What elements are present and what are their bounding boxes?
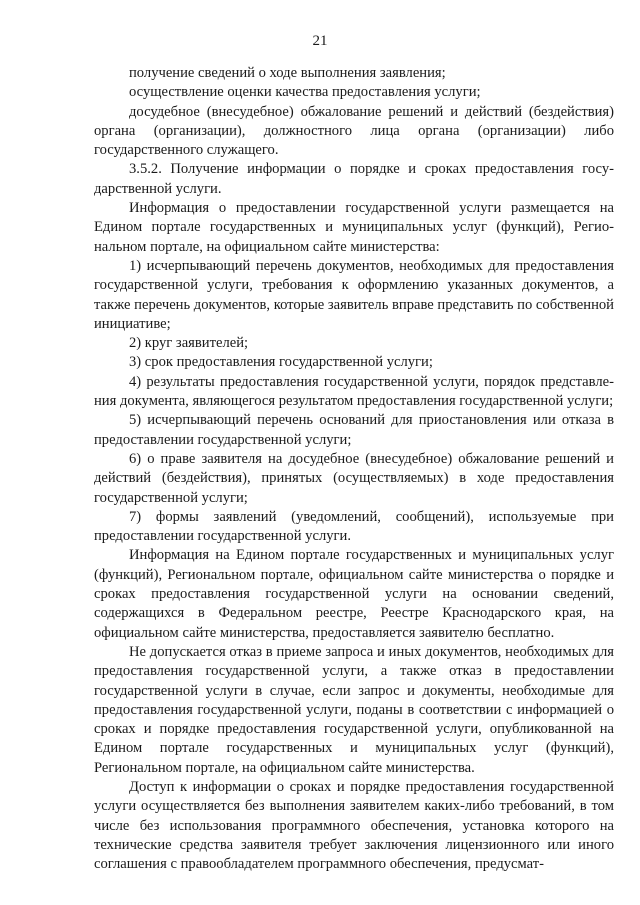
- list-item: 3) срок предоставления государственной услуги;: [129, 354, 433, 371]
- paragraph: Не допускается отказ в приеме запроса и иных документов, необходимых для предоставления государственной услуги, а также отказ в предоставлении государственной услуги в случае, если запрос и документы, необходимые для предоставления государственной услуги, поданы в соответствии с информацией о сроках и порядке предоставления государственной услуги, опубликованной на Едином портале государственных и муниципальных услуг (функций), Региональном портале, на официальном сайте министерства.: [94, 643, 614, 776]
- list-item: 7) формы заявлений (уведомлений, сообщений), используемые при предоставлении государственной услуги.: [94, 508, 614, 545]
- paragraph: досудебное (внесудебное) обжалование решений и действий (бездействия) органа (организации), должностного лица органа (организации) либо государственного служащего.: [94, 103, 614, 159]
- paragraph: Информация о предоставлении государственной услуги размещается на Едином портале государственных и муниципальных услуг (функций), Региональном портале, на официальном сайте министерства:: [94, 200, 614, 255]
- paragraph: Информация на Едином портале государственных и муниципальных услуг (функций), Региональном портале, официальном сайте министерства о порядке и сроках предоставления государственной услуги на основании сведений, содержащихся в Федеральном реестре, Реестре Краснодарского края, на официальном сайте министерства, предоставляется заявителю бесплатно.: [94, 547, 614, 641]
- section-heading: 3.5.2. Получение информации о порядке и сроках предоставления государственной услуги.: [94, 161, 614, 197]
- list-item: 5) исчерпывающий перечень оснований для приостановления или отказа в предоставлении государственной услуги;: [94, 412, 614, 448]
- paragraph: получение сведений о ходе выполнения заявления;: [129, 65, 446, 81]
- document-body: [94, 64, 614, 874]
- list-item: 1) исчерпывающий перечень документов, необходимых для предоставления государственной услуги, требования к оформлению указанных документов, а также перечень документов, которые заявитель вправе представить по собственной инициативе;: [94, 257, 614, 332]
- list-item: 6) о праве заявителя на досудебное (внесудебное) обжалование решений и действий (бездействия), принятых (осуществляемых) в ходе предоставления государственной услуги;: [94, 450, 614, 506]
- list-item: 2) круг заявителей;: [129, 335, 249, 352]
- paragraph: осуществление оценки качества предоставления услуги;: [129, 84, 481, 101]
- list-item: 4) результаты предоставления государственной услуги, порядок представления документа, являющегося результатом предоставления государственной услуги;: [94, 373, 614, 410]
- page-number: 21: [312, 33, 328, 49]
- paragraph: Доступ к информации о сроках и порядке предоставления государственной услуги осуществляется без выполнения заявителем каких-либо требований, в том числе без использования программного обеспечения, установка которого на технические средства заявителя требует заключения лицензионного или иного соглашения с правообладателем программного обеспечения, предусмат-: [94, 778, 614, 873]
